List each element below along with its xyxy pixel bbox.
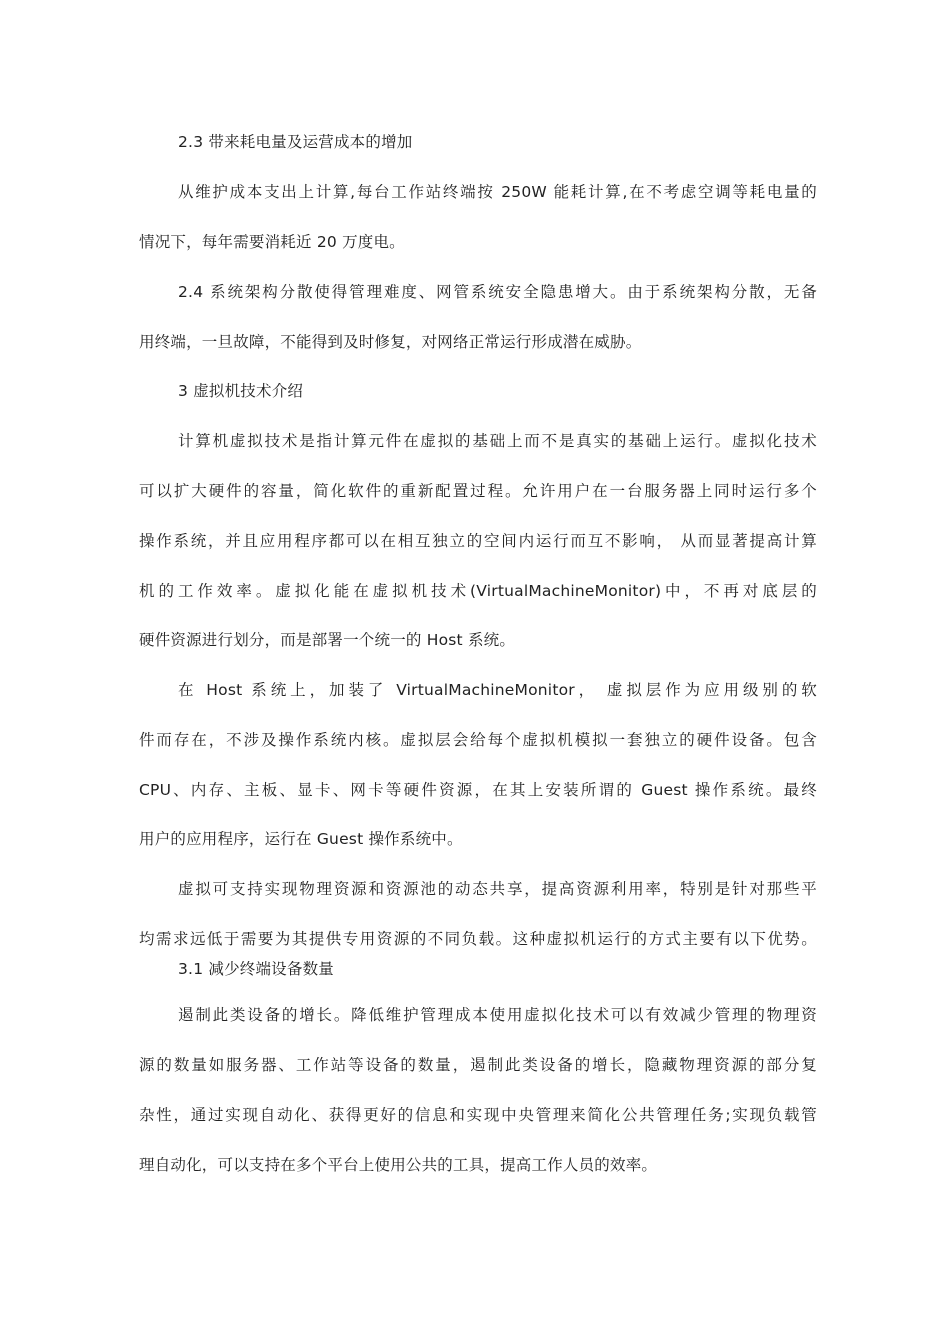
paragraph-line: 用户的应用程序，运行在 Guest 操作系统中。: [139, 830, 463, 848]
paragraph-line: 杂性，通过实现自动化、获得更好的信息和实现中央管理来简化公共管理任务;实现负载管: [139, 1106, 817, 1124]
section-heading-3-1: 3.1 减少终端设备数量: [178, 960, 334, 978]
paragraph-line: CPU、内存、主板、显卡、网卡等硬件资源，在其上安装所谓的 Guest 操作系统。最终: [139, 781, 817, 799]
paragraph-line: 可以扩大硬件的容量，简化软件的重新配置过程。允许用户在一台服务器上同时运行多个: [139, 482, 817, 500]
paragraph-line: 均需求远低于需要为其提供专用资源的不同负载。这种虚拟机运行的方式主要有以下优势。: [139, 930, 817, 948]
paragraph-line: 虚拟可支持实现物理资源和资源池的动态共享，提高资源利用率，特别是针对那些平: [178, 880, 817, 898]
paragraph-line: 理自动化，可以支持在多个平台上使用公共的工具，提高工作人员的效率。: [139, 1156, 658, 1174]
paragraph-line: 遏制此类设备的增长。降低维护管理成本使用虚拟化技术可以有效减少管理的物理资: [178, 1006, 817, 1024]
paragraph-line: 机的工作效率。虚拟化能在虚拟机技术(VirtualMachineMonitor)中，不再对底层的: [139, 582, 817, 600]
section-heading-2-4: 2.4 系统架构分散使得管理难度、网管系统安全隐患增大。由于系统架构分散，无备: [178, 283, 817, 301]
paragraph-line: 情况下，每年需要消耗近 20 万度电。: [139, 233, 405, 251]
paragraph-line: 从维护成本支出上计算,每台工作站终端按 250W 能耗计算,在不考虑空调等耗电量的: [178, 183, 817, 201]
paragraph-line: 硬件资源进行划分，而是部署一个统一的 Host 系统。: [139, 631, 516, 649]
paragraph-line: 源的数量如服务器、工作站等设备的数量，遏制此类设备的增长，隐藏物理资源的部分复: [139, 1056, 817, 1074]
paragraph-line: 件而存在，不涉及操作系统内核。虚拟层会给每个虚拟机模拟一套独立的硬件设备。包含: [139, 731, 817, 749]
section-heading-2-3: 2.3 带来耗电量及运营成本的增加: [178, 133, 413, 151]
paragraph-line: 计算机虚拟技术是指计算元件在虚拟的基础上而不是真实的基础上运行。虚拟化技术: [178, 432, 817, 450]
paragraph-line: 在 Host 系统上，加装了 VirtualMachineMonitor， 虚拟层作为应用级别的软: [178, 681, 817, 699]
paragraph-line: 操作系统，并且应用程序都可以在相互独立的空间内运行而互不影响， 从而显著提高计算: [139, 532, 817, 550]
paragraph-line: 用终端，一旦故障，不能得到及时修复，对网络正常运行形成潜在威胁。: [139, 333, 642, 351]
section-heading-3: 3 虚拟机技术介绍: [178, 382, 304, 400]
